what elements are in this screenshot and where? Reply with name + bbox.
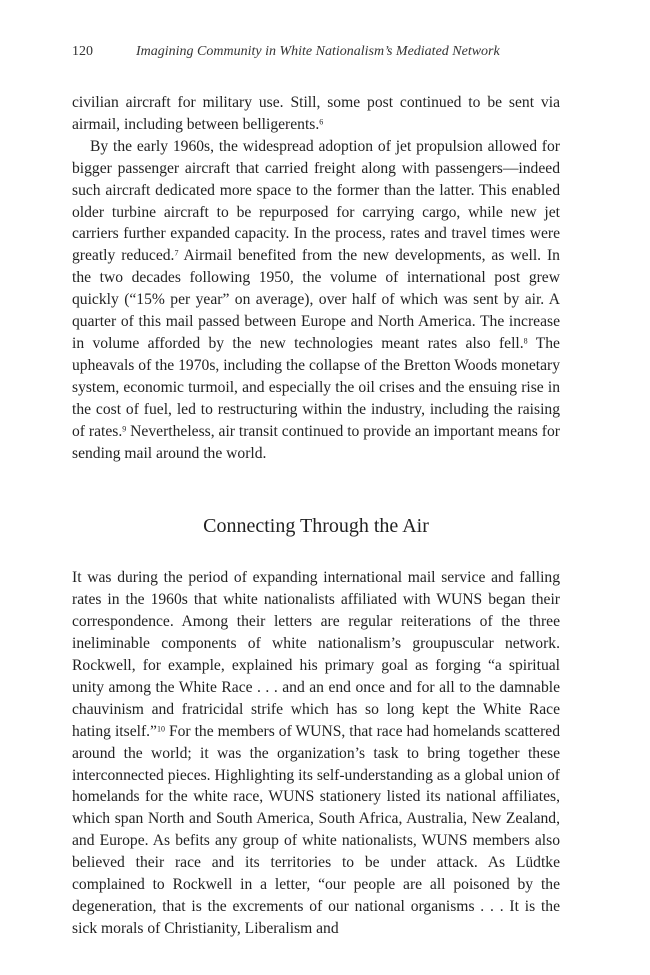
running-title: Imagining Community in White Nationalism’s Mediated Network	[136, 44, 500, 59]
paragraph-text: It was during the period of expanding international mail service and falling rates in the 1960s that white nationalists affiliated with WUNS began their correspondence. Among their letters are regular reiterations of the three ineliminable components of white nationalism’s groupuscular network. Rockwell, for example, explained his primary goal as forging “a spiritual unity among the White Race . . . and an end once and for all to the damnable chauvinism and fratricidal strife which has so long kept the White Race hating itself.”	[72, 569, 560, 740]
section-heading: Connecting Through the Air	[203, 515, 429, 538]
paragraph-jet-era	[72, 136, 560, 465]
footnote-marker: 9	[122, 424, 127, 434]
paragraph-text: civilian aircraft for military use. Still, some post continued to be sent via airmail, including between belligerents.	[72, 94, 560, 133]
footnote-marker: 8	[523, 336, 528, 346]
paragraph-wuns	[72, 567, 560, 939]
paragraph-text: The upheavals of the 1970s, including the collapse of the Bretton Woods monetary system, economic turmoil, and especially the oil crises and the ensuing rise in the cost of fuel, led to restructuring within the industry, including the raising of rates.	[72, 334, 560, 440]
footnote-marker: 6	[319, 117, 324, 127]
body-text	[72, 92, 560, 940]
paragraph-text: By the early 1960s, the widespread adoption of jet propulsion allowed for bigger passenger aircraft that carried freight along with passengers—indeed such aircraft dedicated more space to the former than the latter. This enabled older turbine aircraft to be repurposed for carrying cargo, while new jet carriers further expanded capacity. In the process, rates and travel times were greatly reduced.	[72, 137, 560, 265]
footnote-marker: 7	[174, 248, 179, 258]
footnote-marker: 10	[156, 724, 165, 734]
paragraph-continued	[72, 92, 560, 136]
book-page	[72, 44, 560, 940]
paragraph-text: Airmail benefited from the new developments, as well. In the two decades following 1950, the volume of international post grew quickly (“15% per year” on average), over half of which was sent by air. A quarter of this mail passed between Europe and North America. The increase in volume afforded by the new technologies meant rates also fell.	[72, 247, 560, 352]
paragraph-text: Nevertheless, air transit continued to provide an important means for sending mail around the world.	[72, 422, 560, 462]
page-number: 120	[72, 44, 93, 59]
running-head	[72, 44, 560, 68]
paragraph-text: For the members of WUNS, that race had homelands scattered around the world; it was the organization’s task to bring together these interconnected pieces. Highlighting its self-understanding as a global union of homelands for the white race, WUNS stationery listed its national affiliates, which span North and South America, South Africa, Australia, New Zealand, and Europe. As befits any group of white nationalists, WUNS members also believed their race and its territories to be under attack. As Lüdtke complained to Rockwell in a letter, “our people are all poisoned by the degeneration, that is the excrements of our national organisms . . . It is the sick morals of Christianity, Liberalism and	[72, 722, 561, 937]
